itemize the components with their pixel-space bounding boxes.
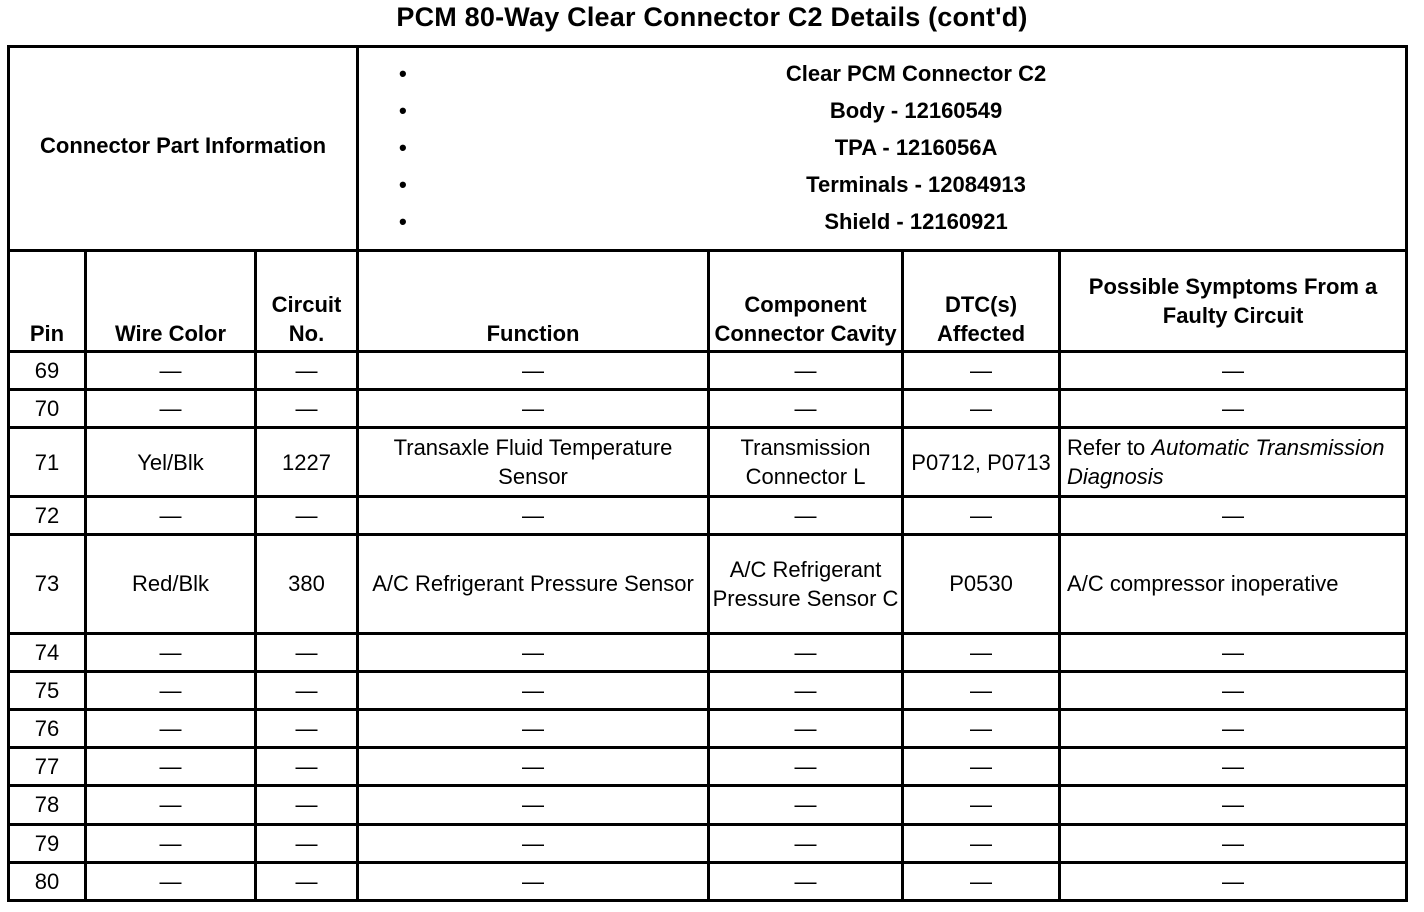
wire-color-cell: — <box>86 786 256 824</box>
connector-info-list <box>358 47 1407 251</box>
symptoms-text: Refer to <box>1067 435 1152 461</box>
dtc-cell: — <box>903 709 1060 747</box>
cavity-cell: Transmission Connector L <box>709 428 903 497</box>
connector-info-row <box>9 47 1407 251</box>
pin-cell: 69 <box>9 351 86 389</box>
symptoms-cell: — <box>1060 671 1407 709</box>
circuit-cell: — <box>256 671 358 709</box>
table-row <box>9 862 1407 900</box>
symptoms-cell: — <box>1060 633 1407 671</box>
function-cell: — <box>358 709 709 747</box>
symptoms-cell: — <box>1060 497 1407 535</box>
cavity-cell: — <box>709 709 903 747</box>
connector-table <box>7 45 1408 902</box>
connector-info-item: • TPA - 1216056A <box>399 131 1405 168</box>
cavity-cell: — <box>709 389 903 427</box>
wire-color-cell: — <box>86 351 256 389</box>
header-wire-color: Wire Color <box>86 251 256 351</box>
dtc-cell: — <box>903 862 1060 900</box>
circuit-cell: — <box>256 748 358 786</box>
dtc-cell: — <box>903 748 1060 786</box>
wire-color-cell: Yel/Blk <box>86 428 256 497</box>
symptoms-cell: — <box>1060 748 1407 786</box>
pin-cell: 78 <box>9 786 86 824</box>
header-dtc: DTC(s) Affected <box>903 251 1060 351</box>
symptoms-cell: — <box>1060 862 1407 900</box>
wire-color-cell: — <box>86 671 256 709</box>
wire-color-cell: — <box>86 633 256 671</box>
function-cell: — <box>358 633 709 671</box>
cavity-cell: — <box>709 786 903 824</box>
wire-color-cell: — <box>86 748 256 786</box>
header-row <box>9 251 1407 351</box>
function-cell: — <box>358 862 709 900</box>
dtc-cell: — <box>903 824 1060 862</box>
circuit-cell: — <box>256 633 358 671</box>
table-row <box>9 671 1407 709</box>
header-cavity: Component Connector Cavity <box>709 251 903 351</box>
function-cell: — <box>358 389 709 427</box>
wire-color-cell: — <box>86 709 256 747</box>
pin-cell: 74 <box>9 633 86 671</box>
wire-color-cell: — <box>86 389 256 427</box>
dtc-cell: P0712, P0713 <box>903 428 1060 497</box>
dtc-cell: — <box>903 786 1060 824</box>
circuit-cell: — <box>256 786 358 824</box>
wire-color-cell: — <box>86 497 256 535</box>
table-row <box>9 748 1407 786</box>
pin-cell: 71 <box>9 428 86 497</box>
circuit-cell: 1227 <box>256 428 358 497</box>
dtc-cell: P0530 <box>903 535 1060 633</box>
table-row <box>9 535 1407 633</box>
pin-cell: 70 <box>9 389 86 427</box>
function-cell: — <box>358 786 709 824</box>
wire-color-cell: — <box>86 824 256 862</box>
connector-info-item: • Body - 12160549 <box>399 94 1405 131</box>
symptoms-cell: — <box>1060 786 1407 824</box>
connector-info-label: Connector Part Information <box>9 47 358 251</box>
pin-cell: 75 <box>9 671 86 709</box>
cavity-cell: — <box>709 824 903 862</box>
cavity-cell: A/C Refrigerant Pressure Sensor C <box>709 535 903 633</box>
symptoms-cell: — <box>1060 351 1407 389</box>
pin-cell: 77 <box>9 748 86 786</box>
table-row <box>9 428 1407 497</box>
function-cell: — <box>358 824 709 862</box>
connector-info-item: • Clear PCM Connector C2 <box>399 57 1405 94</box>
circuit-cell: — <box>256 862 358 900</box>
symptoms-cell: — <box>1060 389 1407 427</box>
connector-info-item: • Terminals - 12084913 <box>399 168 1405 205</box>
header-symptoms: Possible Symptoms From a Faulty Circuit <box>1060 251 1407 351</box>
header-circuit-no: Circuit No. <box>256 251 358 351</box>
table-row <box>9 389 1407 427</box>
pin-cell: 79 <box>9 824 86 862</box>
symptoms-cell: A/C compressor inoperative <box>1060 535 1407 633</box>
circuit-cell: — <box>256 497 358 535</box>
table-row <box>9 351 1407 389</box>
header-pin: Pin <box>9 251 86 351</box>
table-row <box>9 824 1407 862</box>
symptoms-cell: — <box>1060 824 1407 862</box>
function-cell: — <box>358 497 709 535</box>
function-cell: A/C Refrigerant Pressure Sensor <box>358 535 709 633</box>
cavity-cell: — <box>709 748 903 786</box>
page-title: PCM 80-Way Clear Connector C2 Details (cont'd) <box>396 2 1028 32</box>
connector-info-item: • Shield - 12160921 <box>399 205 1405 242</box>
header-function: Function <box>358 251 709 351</box>
table-body <box>9 351 1407 900</box>
pin-cell: 72 <box>9 497 86 535</box>
dtc-cell: — <box>903 671 1060 709</box>
circuit-cell: — <box>256 709 358 747</box>
function-cell: — <box>358 351 709 389</box>
table-row <box>9 786 1407 824</box>
table-row <box>9 709 1407 747</box>
symptoms-reference: Automatic Transmission Diagnosis <box>1067 435 1385 490</box>
cavity-cell: — <box>709 633 903 671</box>
pin-cell: 76 <box>9 709 86 747</box>
table-row <box>9 497 1407 535</box>
table-row <box>9 633 1407 671</box>
dtc-cell: — <box>903 351 1060 389</box>
pin-cell: 80 <box>9 862 86 900</box>
function-cell: Transaxle Fluid Temperature Sensor <box>358 428 709 497</box>
pin-cell: 73 <box>9 535 86 633</box>
wire-color-cell: — <box>86 862 256 900</box>
dtc-cell: — <box>903 633 1060 671</box>
symptoms-cell: — <box>1060 709 1407 747</box>
wire-color-cell: Red/Blk <box>86 535 256 633</box>
dtc-cell: — <box>903 389 1060 427</box>
cavity-cell: — <box>709 671 903 709</box>
circuit-cell: 380 <box>256 535 358 633</box>
function-cell: — <box>358 671 709 709</box>
cavity-cell: — <box>709 497 903 535</box>
circuit-cell: — <box>256 824 358 862</box>
cavity-cell: — <box>709 351 903 389</box>
function-cell: — <box>358 748 709 786</box>
dtc-cell: — <box>903 497 1060 535</box>
cavity-cell: — <box>709 862 903 900</box>
circuit-cell: — <box>256 389 358 427</box>
circuit-cell: — <box>256 351 358 389</box>
symptoms-cell <box>1060 428 1407 497</box>
